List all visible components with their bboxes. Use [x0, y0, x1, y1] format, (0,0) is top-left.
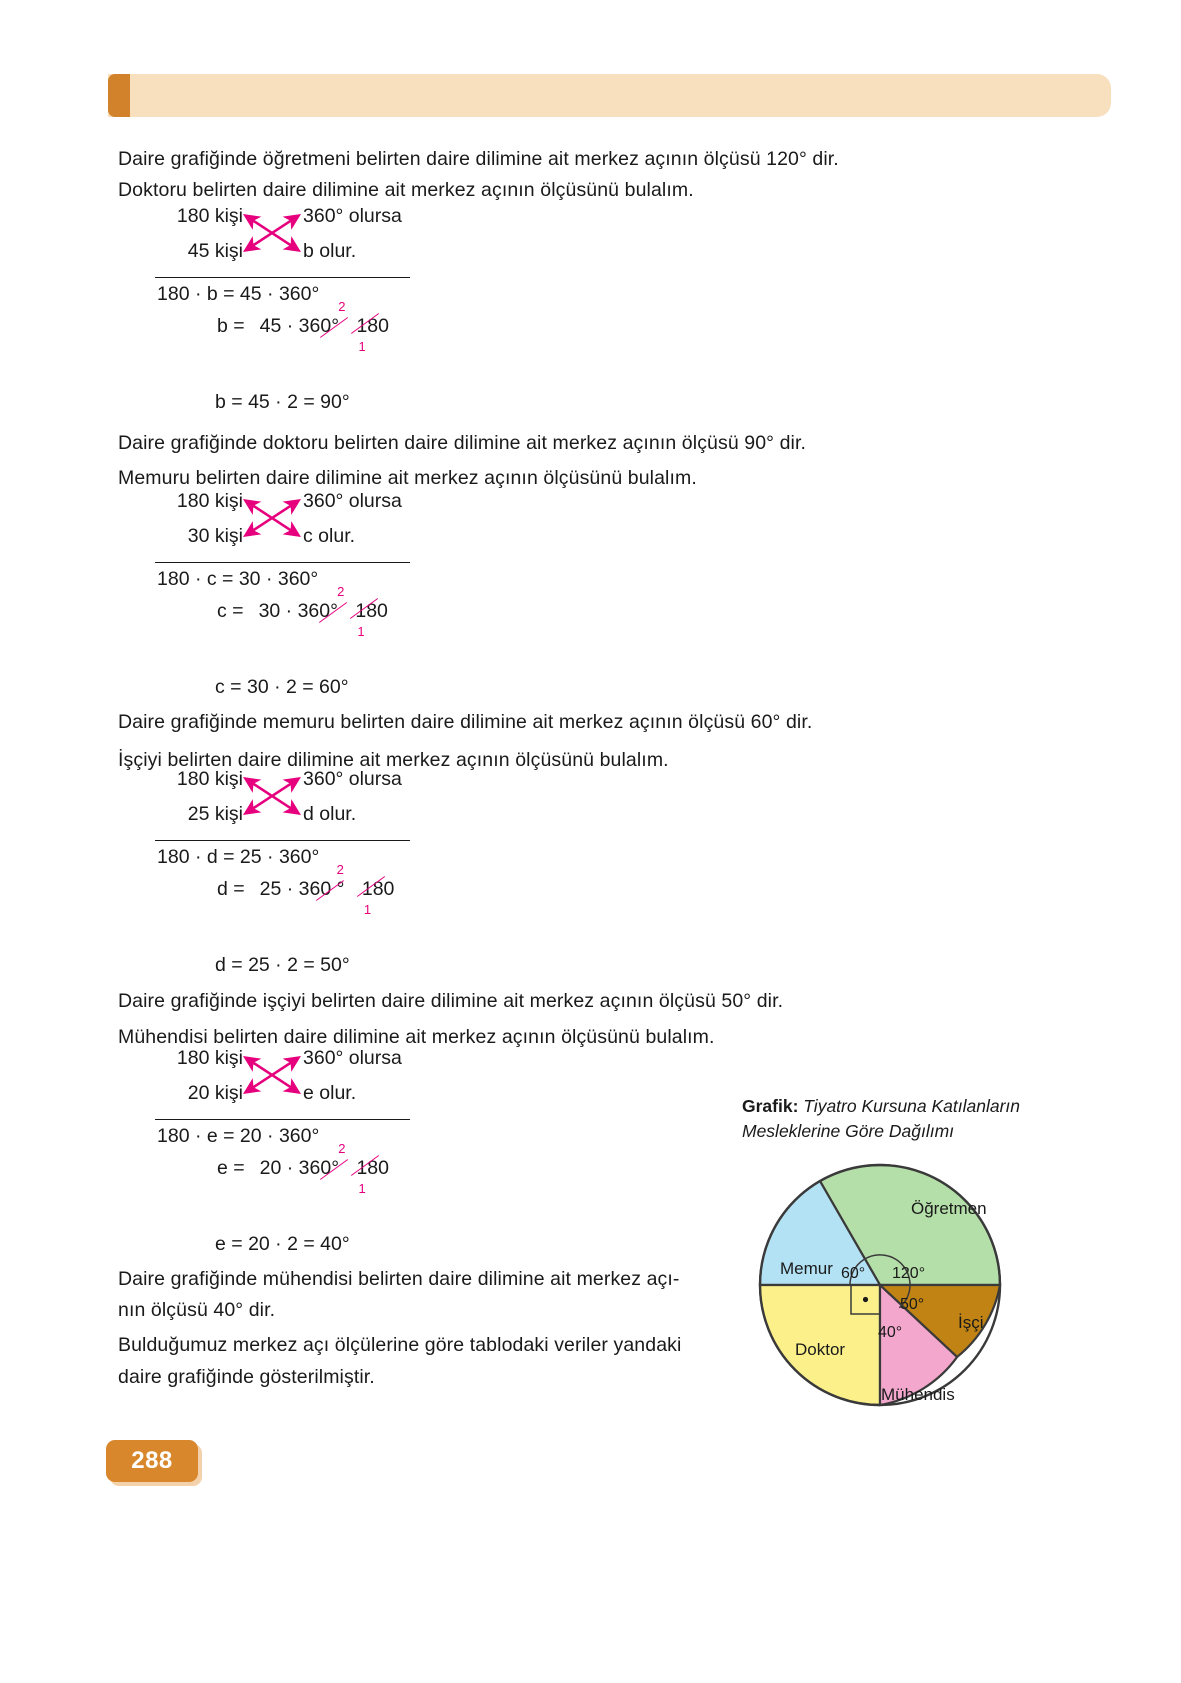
pie-chart: [745, 1150, 1015, 1420]
paragraph-5-line-2: nın ölçüsü 40° dir.: [118, 1299, 276, 1321]
fraction: [217, 862, 400, 917]
pie-angle-memur: 60°: [841, 1265, 866, 1282]
proportion-equation: 180 · c = 30 · 360°: [157, 568, 319, 590]
cancel-value-numerator: 2: [336, 862, 344, 877]
pie-label-ogretmen: Öğretmen: [911, 1199, 987, 1218]
paragraph-6-line-2: daire grafiğinde gösterilmiştir.: [118, 1366, 375, 1388]
proportion-left-bottom: 30 kişi: [187, 525, 243, 547]
proportion-left-top: 180 kişi: [176, 1047, 243, 1069]
fraction-variable: e =: [217, 1157, 245, 1179]
fraction-numerator: 45 · 360° 2: [254, 315, 351, 339]
paragraph-1-line-2: Doktoru belirten daire dilimine ait merkez açının ölçüsünü bulalım.: [118, 179, 694, 201]
proportion-left-bottom: 25 kişi: [187, 803, 243, 825]
cancel-value-denominator: 1: [357, 624, 365, 639]
pie-label-doktor: Doktor: [795, 1340, 846, 1359]
pie-label-memur: Memur: [780, 1259, 833, 1278]
fraction-denominator: 180 1: [350, 1155, 395, 1179]
chart-caption: [742, 1094, 1042, 1144]
fraction-numerator: 20 · 360° 2: [254, 1157, 351, 1181]
proportion-left-bottom: 20 kişi: [187, 1082, 243, 1104]
fraction-variable: d =: [217, 878, 245, 900]
proportion-right-top: 360° olursa: [303, 1047, 402, 1069]
proportion-block-e: [155, 1047, 410, 1255]
fraction: [217, 299, 395, 354]
pie-chart-svg: [745, 1150, 1015, 1420]
proportion-result: c = 30 · 2 = 60°: [215, 676, 349, 698]
proportion-cross-grid: [155, 1047, 410, 1117]
cancel-value-denominator: 1: [358, 1181, 366, 1196]
header-band: [108, 74, 1111, 117]
fraction-body: [254, 299, 395, 354]
fraction-numerator: 30 · 360° 2: [253, 600, 350, 624]
proportion-equation: 180 · d = 25 · 360°: [157, 846, 320, 868]
cross-multiply-arrows-icon: [241, 209, 303, 257]
pie-label-isci: İşçi: [958, 1313, 984, 1332]
proportion-right-bottom: d olur.: [303, 803, 357, 825]
proportion-right-bottom: c olur.: [303, 525, 356, 547]
proportion-cross-grid: [155, 768, 410, 838]
paragraph-5-line-1: Daire grafiğinde mühendisi belirten daire dilimine ait merkez açı-: [118, 1268, 680, 1290]
right-angle-dot: [863, 1297, 868, 1302]
cancel-value-numerator: 2: [337, 584, 345, 599]
cancel-value-denominator: 1: [363, 902, 372, 917]
fraction-variable: c =: [217, 600, 244, 622]
cancel-value-denominator: 1: [358, 339, 366, 354]
chart-caption-label: Grafik:: [742, 1096, 799, 1116]
paragraph-4-line-2: Mühendisi belirten daire dilimine ait merkez açının ölçüsünü bulalım.: [118, 1026, 715, 1048]
cancel-value-numerator: 2: [338, 1141, 346, 1156]
proportion-divider: [155, 562, 410, 563]
proportion-result: b = 45 · 2 = 90°: [215, 391, 350, 413]
paragraph-2-line-1: Daire grafiğinde doktoru belirten daire dilimine ait merkez açının ölçüsü 90° dir.: [118, 432, 807, 454]
cross-multiply-arrows-icon: [241, 772, 303, 820]
pie-angle-ogretmen: 120°: [892, 1265, 926, 1282]
paragraph-2-line-2: Memuru belirten daire dilimine ait merkez açının ölçüsünü bulalım.: [118, 467, 697, 489]
paragraph-1-line-1: Daire grafiğinde öğretmeni belirten daire dilimine ait merkez açının ölçüsü 120° dir.: [118, 148, 839, 170]
proportion-cross-grid: [155, 490, 410, 560]
fraction-body: [254, 1141, 395, 1196]
proportion-left-top: 180 kişi: [176, 768, 243, 790]
paragraph-3-line-2: İşçiyi belirten daire dilimine ait merkez açının ölçüsünü bulalım.: [118, 749, 669, 771]
proportion-result: d = 25 · 2 = 50°: [215, 954, 350, 976]
fraction-variable: b =: [217, 315, 245, 337]
fraction-body: [253, 584, 394, 639]
proportion-left-top: 180 kişi: [176, 205, 243, 227]
fraction: [217, 584, 394, 639]
header-accent-tab: [108, 74, 130, 117]
proportion-left-bottom: 45 kişi: [187, 240, 243, 262]
paragraph-4-line-1: Daire grafiğinde işçiyi belirten daire dilimine ait merkez açının ölçüsü 50° dir.: [118, 990, 784, 1012]
cross-multiply-arrows-icon: [241, 494, 303, 542]
proportion-cross-grid: [155, 205, 410, 275]
proportion-right-top: 360° olursa: [303, 205, 402, 227]
pie-angle-isci: 50°: [900, 1296, 925, 1313]
chart-caption-text: Tiyatro Kursuna Katılanların Mesleklerine Göre Dağılımı: [742, 1096, 1021, 1141]
paragraph-6-line-1: Bulduğumuz merkez açı ölçülerine göre tablodaki veriler yandaki: [118, 1334, 682, 1356]
proportion-block-b: [155, 205, 410, 413]
proportion-result: e = 20 · 2 = 40°: [215, 1233, 350, 1255]
fraction-denominator: 180 1: [349, 598, 394, 622]
proportion-equation: 180 · b = 45 · 360°: [157, 283, 320, 305]
proportion-divider: [155, 1119, 410, 1120]
paragraph-3-line-1: Daire grafiğinde memuru belirten daire dilimine ait merkez açının ölçüsü 60° dir.: [118, 711, 813, 733]
cancel-value-numerator: 2: [338, 299, 346, 314]
proportion-right-bottom: b olur.: [303, 240, 357, 262]
fraction-numerator: 25 · 360 ° 2: [259, 862, 345, 900]
proportion-divider: [155, 840, 410, 841]
fraction-denominator: 180 1: [350, 313, 395, 337]
pie-angle-muhendis: 40°: [878, 1324, 903, 1341]
proportion-block-d: [155, 768, 410, 976]
fraction-body: [254, 862, 401, 917]
fraction: [217, 1141, 395, 1196]
pie-label-muhendis: Mühendis: [881, 1385, 955, 1404]
proportion-equation: 180 · e = 20 · 360°: [157, 1125, 320, 1147]
proportion-divider: [155, 277, 410, 278]
proportion-left-top: 180 kişi: [176, 490, 243, 512]
page-number-badge: 288: [106, 1440, 198, 1482]
cross-multiply-arrows-icon: [241, 1051, 303, 1099]
proportion-right-bottom: e olur.: [303, 1082, 357, 1104]
proportion-right-top: 360° olursa: [303, 768, 402, 790]
fraction-denominator: 180 1: [356, 876, 401, 900]
proportion-block-c: [155, 490, 410, 698]
proportion-right-top: 360° olursa: [303, 490, 402, 512]
